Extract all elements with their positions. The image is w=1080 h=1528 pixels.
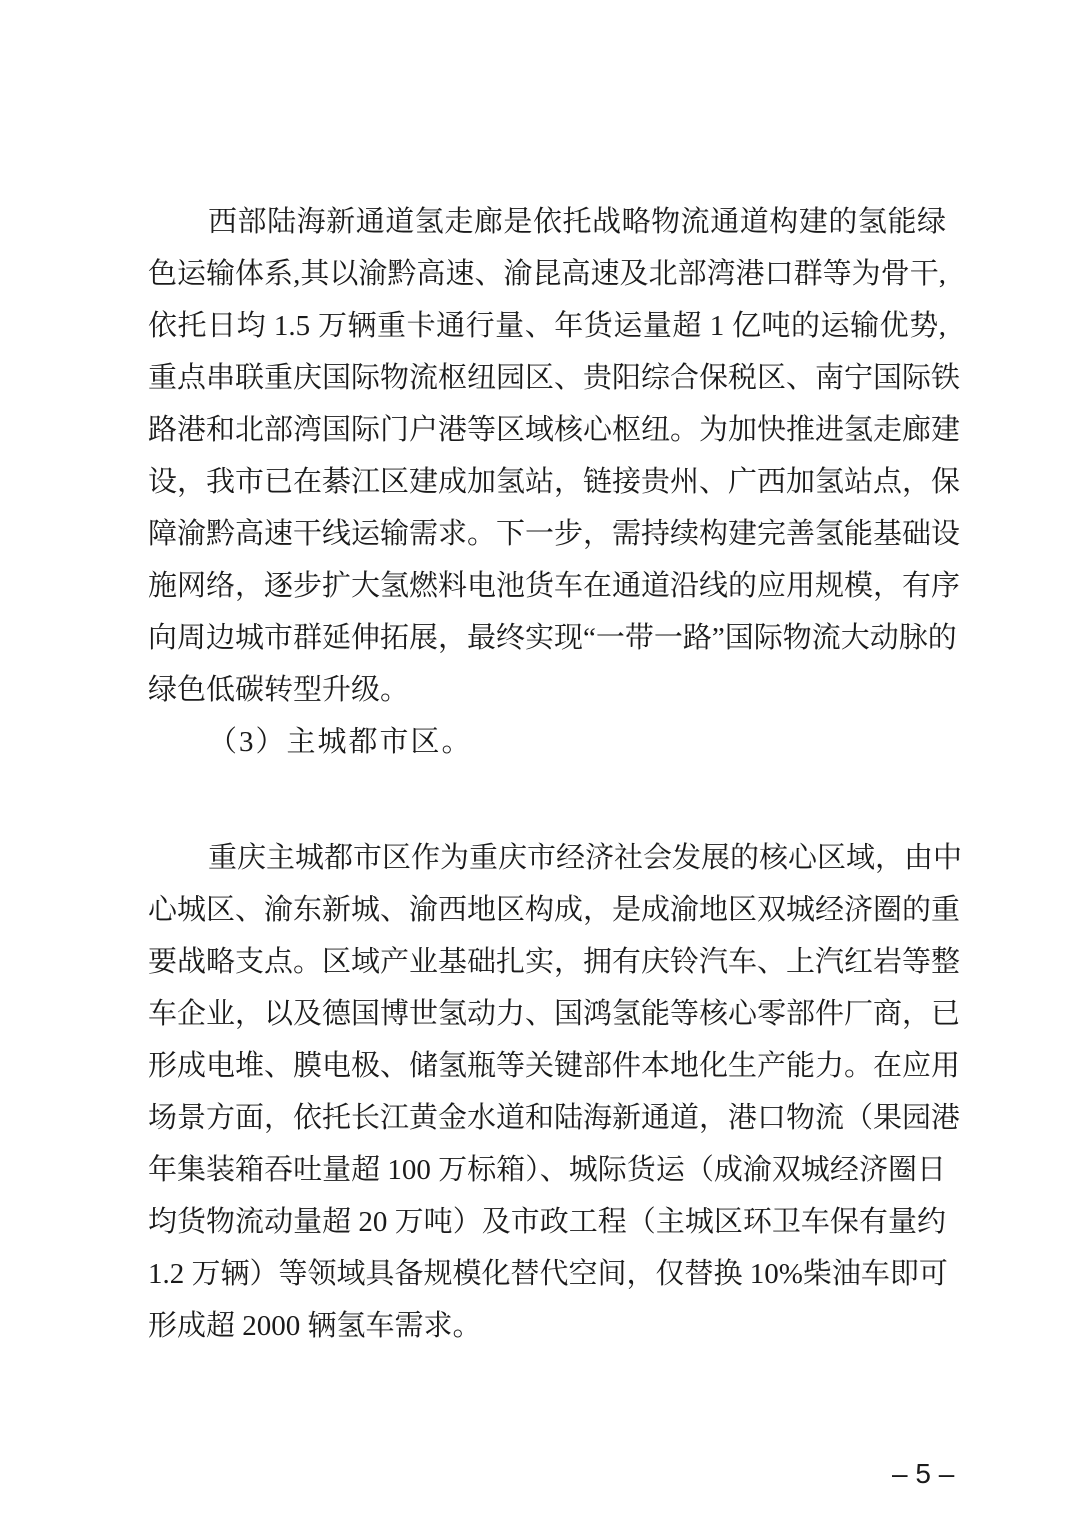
text-line: 重庆主城都市区作为重庆市经济社会发展的核心区域，由中: [208, 842, 963, 874]
text-line: 场景方面，依托长江黄金水道和陆海新通道，港口物流（果园港: [148, 1102, 961, 1134]
text-line: 要战略支点。区域产业基础扎实，拥有庆铃汽车、上汽红岩等整: [148, 946, 961, 978]
paragraph-main-urban-area: [148, 832, 963, 1352]
text-line: 均货物流动量超 20 万吨）及市政工程（主城区环卫车保有量约: [148, 1206, 946, 1238]
text-line: 形成电堆、膜电极、储氢瓶等关键部件本地化生产能力。在应用: [148, 1050, 961, 1082]
text-line: 路港和北部湾国际门户港等区域核心枢纽。为加快推进氢走廊建: [148, 414, 961, 446]
section-heading: （3）主城都市区。: [208, 726, 473, 758]
text-line: 年集装箱吞吐量超 100 万标箱）、城际货运（成渝双城经济圈日: [148, 1154, 946, 1186]
text-line: 重点串联重庆国际物流枢纽园区、贵阳综合保税区、南宁国际铁: [148, 362, 961, 394]
text-line: 障渝黔高速干线运输需求。下一步，需持续构建完善氢能基础设: [148, 518, 961, 550]
text-line: 设，我市已在綦江区建成加氢站，链接贵州、广西加氢站点，保: [148, 466, 961, 498]
text-line: 车企业，以及德国博世氢动力、国鸿氢能等核心零部件厂商，已: [148, 998, 961, 1030]
text-line: 1.2 万辆）等领域具备规模化替代空间，仅替换 10%柴油车即可: [148, 1258, 948, 1290]
text-line: 形成超 2000 辆氢车需求。: [148, 1310, 482, 1342]
text-line: 向周边城市群延伸拓展，最终实现“一带一路”国际物流大动脉的: [148, 622, 957, 654]
page-number: – 5 –: [892, 1458, 955, 1489]
text-line: 西部陆海新通道氢走廊是依托战略物流通道构建的氢能绿: [208, 206, 946, 238]
text-line: 绿色低碳转型升级。: [148, 674, 410, 706]
text-line: 施网络，逐步扩大氢燃料电池货车在通道沿线的应用规模，有序: [148, 570, 961, 602]
paragraph-west-corridor: [148, 196, 961, 716]
text-line: 依托日均 1.5 万辆重卡通行量、年货运量超 1 亿吨的运输优势,: [148, 310, 946, 342]
text-line: 色运输体系,其以渝黔高速、渝昆高速及北部湾港口群等为骨干,: [148, 258, 946, 290]
text-line: 心城区、渝东新城、渝西地区构成，是成渝地区双城经济圈的重: [148, 894, 961, 926]
